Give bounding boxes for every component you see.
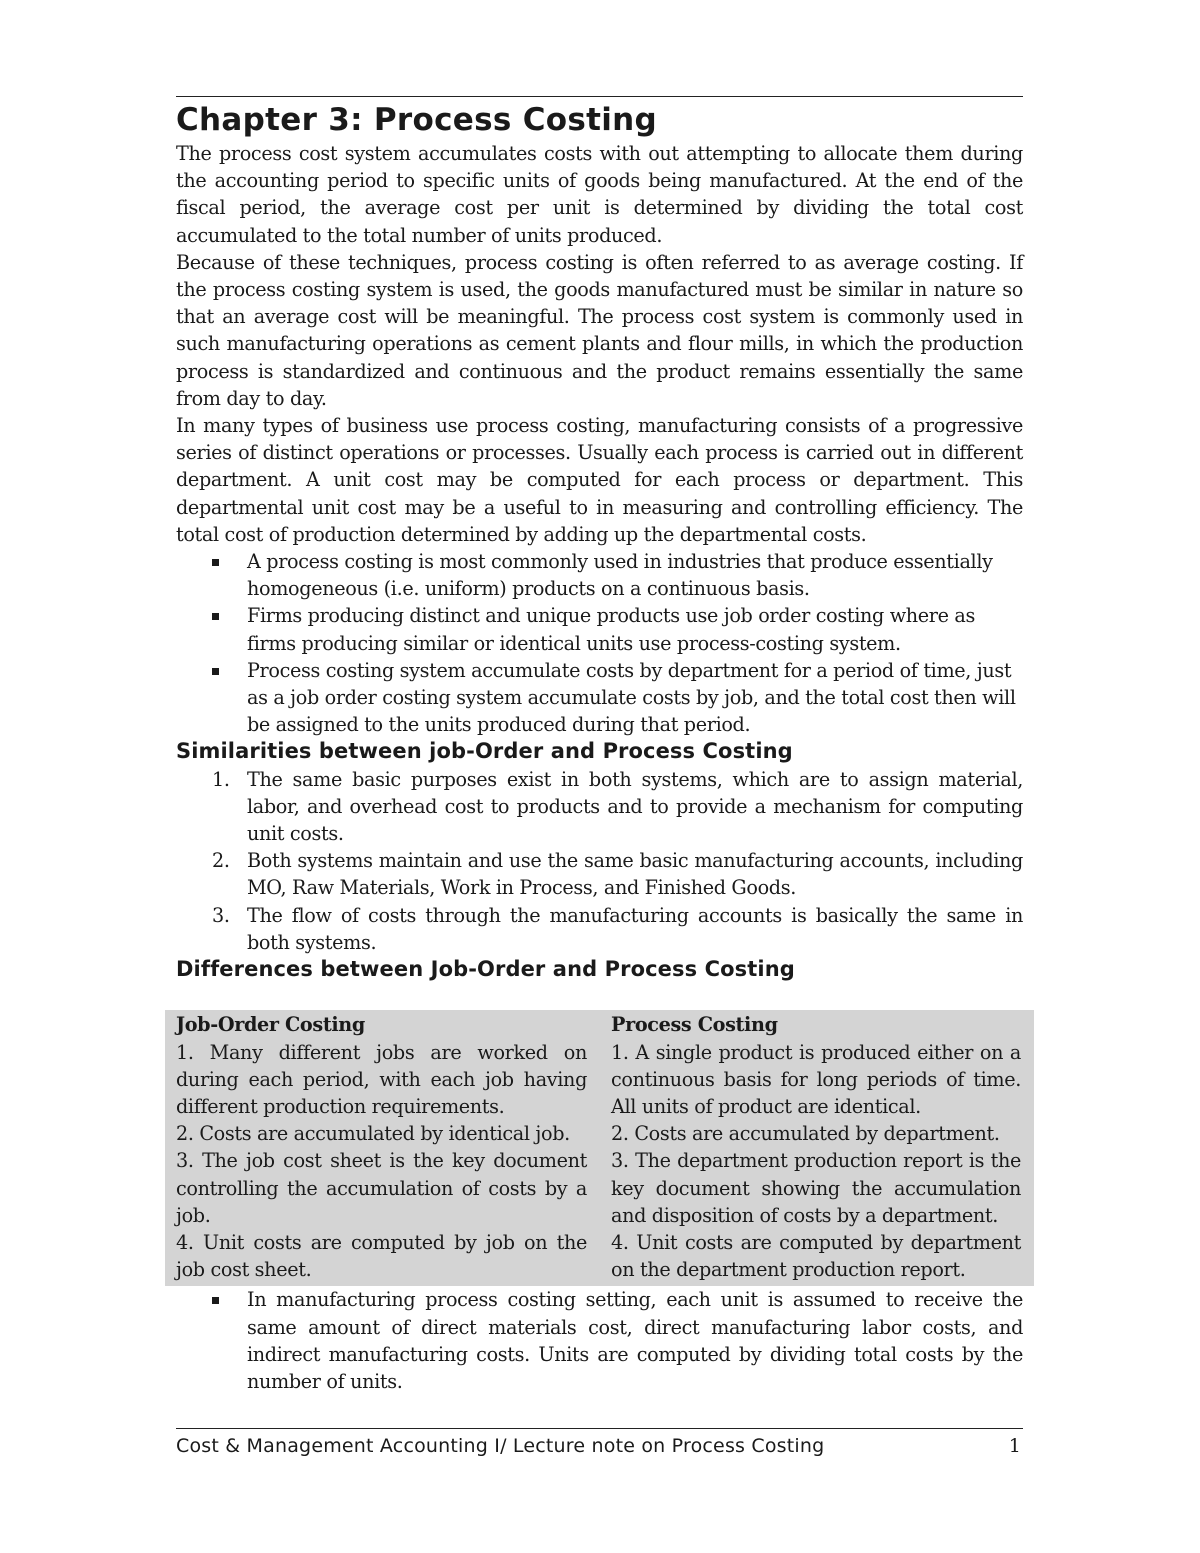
square-bullet-icon: [212, 613, 219, 620]
square-bullet-icon: [212, 668, 219, 675]
similarity-text: The same basic purposes exist in both systems, which are to assign material, labor, and overhead cost to products and to provide a mechanism for computing unit costs.: [247, 767, 1023, 846]
job-order-item: 2. Costs are accumulated by identical job.: [176, 1122, 570, 1146]
process-item: 3. The department production report is the key document showing the accumulation and disposition of costs by a department.: [611, 1149, 1021, 1227]
square-bullet-icon: [212, 1297, 219, 1304]
bullet-text: In manufacturing process costing setting, each unit is assumed to receive the same amount of direct materials cost, direct manufacturing labor costs, and indirect manufacturing costs. Units are computed by dividing total costs by the number of units.: [247, 1288, 1023, 1393]
footer-rule: [176, 1428, 1023, 1429]
similarity-item: [176, 902, 1023, 956]
job-order-column: [165, 1011, 599, 1283]
footer-text: Cost & Management Accounting I/ Lecture note on Process Costing: [176, 1435, 825, 1457]
list-number: 2.: [212, 849, 230, 873]
intro-paragraph-1: The process cost system accumulates costs with out attempting to allocate them during the accounting period to specific units of goods being manufactured. At the end of the fiscal period, the average cost per unit is determined by dividing the total cost accumulated to the total number of units produced.: [176, 142, 1023, 247]
intro-paragraph-2: Because of these techniques, process costing is often referred to as average costing. If the process costing system is used, the goods manufactured must be similar in nature so that an average cost will be meaningful. The process cost system is commonly used in such manufacturing operations as cement plants and flour mills, in which the production process is standardized and continuous and the product remains essentially the same from day to day.: [176, 250, 1023, 410]
job-order-header: Job-Order Costing: [176, 1013, 365, 1037]
process-header: Process Costing: [611, 1013, 778, 1037]
final-bullet-list: [176, 1286, 1023, 1395]
differences-heading: Differences between Job-Order and Process Costing: [176, 957, 795, 982]
bullet-item: [176, 548, 1023, 602]
similarity-item: [176, 766, 1023, 848]
process-item: 1. A single product is produced either on a continuous basis for long periods of time. All units of product are identical.: [611, 1040, 1021, 1118]
bullet-item: [176, 657, 1023, 739]
similarity-text: The flow of costs through the manufacturing accounts is basically the same in both systems.: [247, 903, 1023, 954]
bullet-text: Firms producing distinct and unique products use job order costing where as firms producing similar or identical units use process-costing system.: [247, 604, 975, 655]
similarities-list: [176, 766, 1023, 956]
similarity-text: Both systems maintain and use the same basic manufacturing accounts, including MO, Raw Materials, Work in Process, and Finished Goods.: [247, 849, 1023, 900]
list-number: 3.: [212, 903, 230, 927]
page-footer: [176, 1432, 1023, 1460]
job-order-item: 3. The job cost sheet is the key document controlling the accumulation of costs by a job.: [176, 1149, 587, 1227]
bullet-item: [176, 602, 1023, 656]
square-bullet-icon: [212, 559, 219, 566]
comparison-table: [165, 1010, 1034, 1286]
process-item: 4. Unit costs are computed by department on the department production report.: [611, 1230, 1021, 1282]
bullet-text: Process costing system accumulate costs by department for a period of time, just as a job order costing system accumulate costs by job, and the total cost then will be assigned to the units produced during that period.: [247, 658, 1016, 737]
chapter-title: Chapter 3: Process Costing: [176, 102, 658, 138]
similarity-item: [176, 847, 1023, 901]
page-number: 1: [1008, 1435, 1021, 1457]
job-order-item: 4. Unit costs are computed by job on the job cost sheet.: [176, 1230, 587, 1282]
process-costing-bullet-list: [176, 548, 1023, 738]
similarities-heading: Similarities between job-Order and Process Costing: [176, 739, 793, 764]
bullet-item: [176, 1286, 1023, 1395]
job-order-item: 1. Many different jobs are worked on during each period, with each job having different production requirements.: [176, 1040, 587, 1118]
list-number: 1.: [212, 767, 230, 791]
process-item: 2. Costs are accumulated by department.: [611, 1122, 1000, 1146]
document-page: [176, 96, 1023, 1395]
intro-paragraph-3: In many types of business use process costing, manufacturing consists of a progressive series of distinct operations or processes. Usually each process is carried out in different department. A unit cost may be computed for each process or department. This departmental unit cost may be a useful to in measuring and controlling efficiency. The total cost of production determined by adding up the departmental costs.: [176, 414, 1023, 546]
bullet-text: A process costing is most commonly used in industries that produce essentially homogeneous (i.e. uniform) products on a continuous basis.: [247, 550, 993, 601]
process-column: [599, 1011, 1033, 1283]
